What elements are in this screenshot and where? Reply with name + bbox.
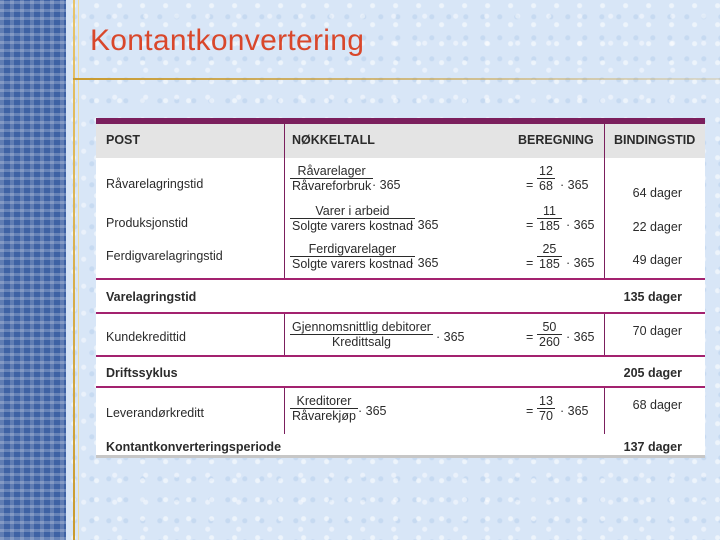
row-separator [96,386,705,388]
subtotal-label: Driftssyklus [106,366,178,380]
row-post: Råvarelagringstid [106,177,204,191]
equals-sign: = [526,404,534,418]
decorative-left-strip [0,0,66,540]
decorative-vertical-line [73,0,75,540]
formula-denominator: Råvareforbruk [292,179,372,193]
header-bindingstid: BINDINGSTID [614,133,696,147]
column-separator [604,388,605,434]
row-post: Leverandørkreditt [106,406,204,420]
row-post: Kundekredittid [106,330,186,344]
column-separator [284,124,285,278]
formula-factor: · 365 [436,330,465,344]
row-post: Produksjonstid [106,216,188,230]
equals-sign: = [526,218,534,232]
calculation-fraction [537,394,555,423]
calc-numerator: 25 [537,242,562,257]
decorative-vertical-line-thin [78,0,79,540]
calc-numerator: 50 [537,320,562,335]
row-separator [96,278,705,280]
row-result: 64 dager [632,186,682,200]
calc-denominator: 260 [539,335,560,349]
cash-conversion-table [96,118,705,458]
column-separator [284,314,285,356]
formula-numerator: Kreditorer [290,394,358,409]
calculation-fraction [537,320,562,349]
column-separator [604,124,605,278]
calc-numerator: 13 [539,394,553,408]
formula-numerator: Gjennomsnittlig debitorer [292,320,431,334]
formula-numerator: Ferdigvarelager [290,242,415,257]
total-label: Kontantkonverteringsperiode [106,440,282,454]
formula-denominator: Råvarekjøp [292,409,356,423]
calculation-fraction [537,164,555,193]
equals-sign: = [526,178,534,192]
formula-denominator: Solgte varers kostnad [292,257,413,271]
calc-factor: · 365 [566,218,595,232]
formula-factor: · 365 [410,256,439,270]
ratio-formula [290,242,415,271]
calc-numerator: 12 [539,164,553,178]
ratio-formula [290,204,415,233]
equals-sign: = [526,330,534,344]
row-separator [96,312,705,314]
row-result: 22 dager [632,220,682,234]
row-post: Ferdigvarelagringstid [106,249,223,263]
total-value: 137 dager [623,440,682,454]
calc-factor: · 365 [560,404,589,418]
formula-denominator: Kredittsalg [331,335,392,349]
row-result: 49 dager [632,253,682,267]
column-separator [284,388,285,434]
calc-factor: · 365 [566,330,595,344]
ratio-formula [290,320,433,349]
slide-title: Kontantkonvertering [90,24,365,57]
calc-numerator: 11 [537,204,562,219]
formula-numerator: Råvarelager [290,164,373,179]
row-separator [96,355,705,357]
subtotal-value: 205 dager [623,366,682,380]
header-beregning: BEREGNING [518,133,594,147]
calc-factor: · 365 [560,178,589,192]
calc-denominator: 68 [539,179,553,193]
calc-factor: · 365 [566,256,595,270]
header-post: POST [106,133,141,147]
equals-sign: = [526,256,534,270]
formula-numerator: Varer i arbeid [290,204,415,219]
calculation-fraction [537,204,562,233]
header-nokkeltall: NØKKELTALL [292,133,375,147]
formula-factor: · 365 [410,218,439,232]
calculation-fraction [537,242,562,271]
ratio-formula [290,164,373,193]
column-separator [604,314,605,356]
formula-denominator: Solgte varers kostnad [292,219,413,233]
decorative-title-underline [73,78,720,80]
formula-factor: · 365 [372,178,401,192]
table-header [96,124,705,158]
subtotal-value: 135 dager [623,290,682,304]
calc-denominator: 185 [539,257,560,271]
row-result: 70 dager [632,324,682,338]
subtotal-label: Varelagringstid [106,290,197,304]
calc-denominator: 70 [539,409,553,423]
ratio-formula [290,394,358,423]
row-result: 68 dager [632,398,682,412]
calc-denominator: 185 [539,219,560,233]
formula-factor: · 365 [358,404,387,418]
